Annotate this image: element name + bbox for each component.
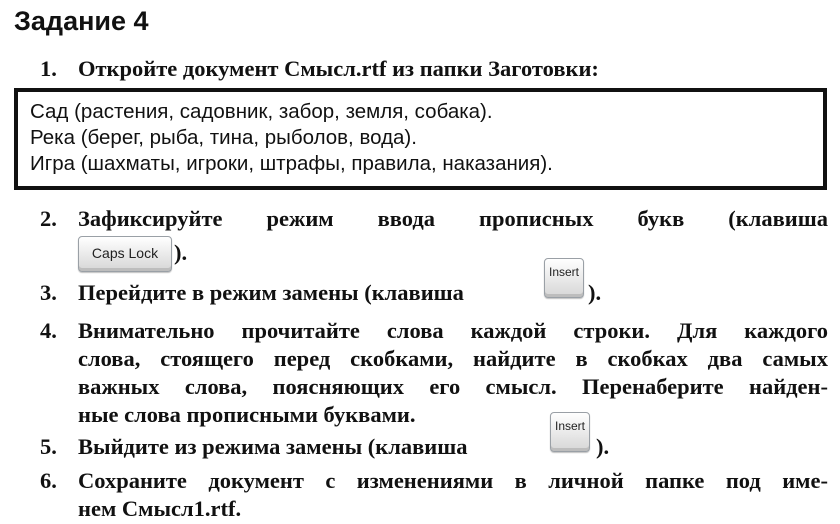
caps-lock-key-icon: Caps Lock bbox=[78, 236, 172, 272]
step-6-line-1: Сохраните документ с изменениями в личной папке под име- bbox=[78, 468, 828, 493]
step-3-post: ). bbox=[588, 280, 602, 305]
step-1-text bbox=[78, 56, 599, 82]
step-1-pre: Откройте документ bbox=[78, 56, 285, 81]
step-number-6: 6. bbox=[40, 468, 57, 493]
step-number-3: 3. bbox=[40, 280, 57, 305]
step-4-line-2: слова, стоящего перед скобками, найдите в скобках два самых bbox=[78, 346, 828, 371]
step-6-filename: Смысл1.rtf bbox=[121, 496, 236, 521]
step-1-post: : bbox=[591, 56, 599, 81]
step-2-post: ). bbox=[174, 240, 188, 265]
step-3-text: Перейдите в режим замены (клавиша bbox=[78, 280, 464, 305]
step-number-1: 1. bbox=[40, 56, 57, 81]
step-4-line-1: Внимательно прочитайте слова каждой строки. Для каждого bbox=[78, 318, 828, 343]
step-5-text: Выйдите из режима замены (клавиша bbox=[78, 434, 468, 459]
step-6-line-2 bbox=[78, 496, 241, 522]
box-line-3: Игра (шахматы, игроки, штрафы, правила, наказания). bbox=[30, 152, 553, 175]
step-1-folder: Заготовки bbox=[488, 56, 592, 81]
step-6-post: . bbox=[235, 496, 242, 521]
step-1-filename: Смысл.rtf bbox=[284, 56, 387, 81]
document-content-box bbox=[14, 88, 827, 190]
insert-key-icon: Insert bbox=[550, 412, 590, 452]
step-6-pre: нем bbox=[78, 496, 122, 521]
step-number-5: 5. bbox=[40, 434, 57, 459]
insert-key-icon: Insert bbox=[544, 258, 584, 298]
step-number-4: 4. bbox=[40, 318, 57, 343]
step-2-text: Зафиксируйте режим ввода прописных букв (клавиша bbox=[78, 206, 828, 231]
task-title: Задание 4 bbox=[14, 6, 149, 36]
box-line-1: Сад (растения, садовник, забор, земля, собака). bbox=[30, 100, 493, 123]
step-4-line-3: важных слова, поясняющих его смысл. Перенаберите найден- bbox=[78, 374, 828, 399]
step-number-2: 2. bbox=[40, 206, 57, 231]
step-5-post: ). bbox=[596, 434, 610, 459]
step-1-mid: из папки bbox=[386, 56, 489, 81]
step-4-line-4: ные слова прописными буквами. bbox=[78, 402, 416, 427]
box-line-2: Река (берег, рыба, тина, рыболов, вода). bbox=[30, 126, 417, 149]
